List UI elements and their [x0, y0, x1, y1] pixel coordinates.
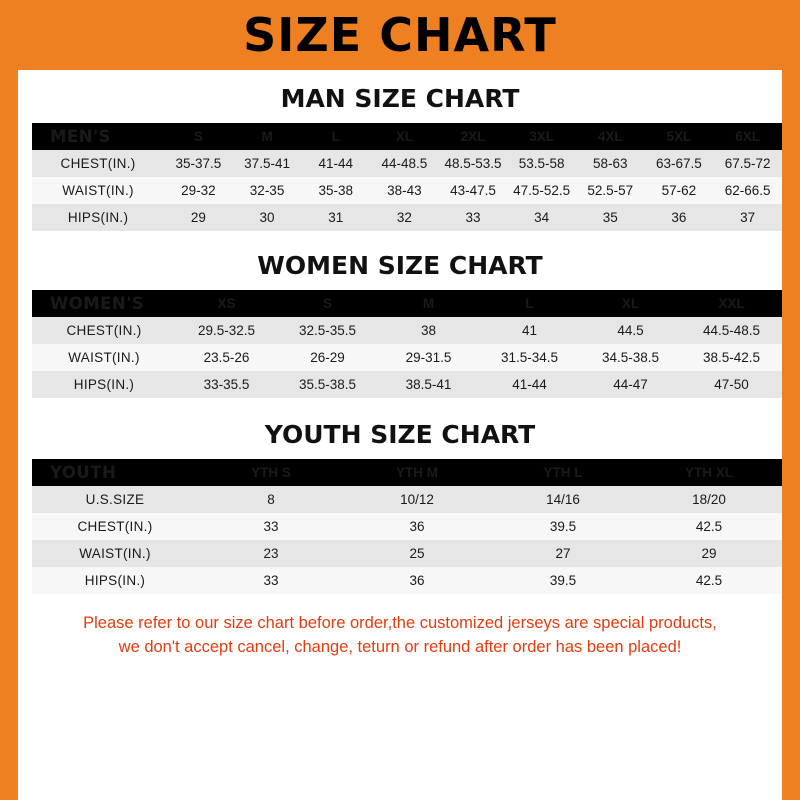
column-header: YTH L [543, 465, 583, 480]
cell: 33-35.5 [203, 377, 250, 392]
row-label: HIPS(IN.) [84, 573, 146, 588]
cell: 41-44 [512, 377, 547, 392]
table-row [32, 317, 782, 344]
cell: 67.5-72 [724, 156, 771, 171]
policy-note-line-2: we don't accept cancel, change, teturn or refund after order has been placed! [118, 637, 682, 656]
table-header-row [32, 290, 782, 317]
cell: 58-63 [593, 156, 628, 171]
section-title-men: MAN SIZE CHART [280, 84, 520, 113]
table-row [32, 567, 782, 594]
row-label: CHEST(IN.) [77, 519, 153, 534]
table-row [32, 344, 782, 371]
column-header: 3XL [529, 129, 555, 144]
policy-note-line-1: Please refer to our size chart before order,the customized jerseys are special products, [83, 614, 717, 632]
column-header: XL [395, 129, 413, 144]
column-header: 4XL [597, 129, 623, 144]
column-header: YTH M [396, 465, 438, 480]
youth-size-table [32, 459, 782, 594]
cell: 48.5-53.5 [444, 156, 502, 171]
cell: 63-67.5 [656, 156, 702, 171]
cell: 25 [409, 546, 425, 561]
policy-note [32, 612, 768, 660]
content [18, 84, 782, 660]
cell: 44.5-48.5 [702, 323, 761, 338]
table-row [32, 486, 782, 513]
cell: 33 [263, 573, 279, 588]
row-label: HIPS(IN.) [67, 210, 129, 225]
column-header: XL [621, 296, 640, 311]
cell: 23.5-26 [203, 350, 250, 365]
cell: 38 [420, 323, 437, 338]
cell: 43-47.5 [450, 183, 496, 198]
cell: 39.5 [549, 519, 577, 534]
cell: 32 [396, 210, 412, 225]
cell: 33 [465, 210, 481, 225]
column-header: YOUTH [50, 463, 117, 482]
cell: 36 [671, 210, 687, 225]
row-label: WAIST(IN.) [79, 546, 151, 561]
cell: 42.5 [695, 573, 723, 588]
cell: 32.5-35.5 [298, 323, 357, 338]
column-header: 2XL [460, 129, 486, 144]
cell: 33 [263, 519, 279, 534]
cell: 10/12 [400, 492, 434, 507]
cell: 29.5-32.5 [197, 323, 256, 338]
column-header: M [422, 296, 435, 311]
cell: 29 [701, 546, 717, 561]
cell: 38.5-41 [405, 377, 452, 392]
column-header: YTH S [251, 465, 291, 480]
cell: 27 [555, 546, 571, 561]
cell: 38.5-42.5 [702, 350, 761, 365]
cell: 37.5-41 [244, 156, 290, 171]
table-row [32, 177, 782, 204]
table-row [32, 540, 782, 567]
cell: 36 [409, 519, 425, 534]
cell: 23 [263, 546, 279, 561]
table-row [32, 513, 782, 540]
cell: 35.5-38.5 [298, 377, 357, 392]
cell: 47.5-52.5 [513, 183, 571, 198]
row-label: CHEST(IN.) [66, 323, 142, 338]
section-title-women: WOMEN SIZE CHART [257, 251, 543, 280]
cell: 41 [521, 323, 538, 338]
column-header: YTH XL [684, 465, 733, 480]
column-header: L [525, 296, 534, 311]
column-header: S [322, 296, 332, 311]
cell: 30 [259, 210, 275, 225]
cell: 36 [409, 573, 425, 588]
men-size-table [32, 123, 782, 231]
table-row [32, 371, 782, 398]
cell: 39.5 [549, 573, 577, 588]
cell: 29-31.5 [405, 350, 452, 365]
row-label: CHEST(IN.) [60, 156, 136, 171]
cell: 34 [534, 210, 550, 225]
table-row [32, 204, 782, 231]
cell: 14/16 [546, 492, 580, 507]
cell: 32-35 [249, 183, 285, 198]
banner [0, 0, 800, 70]
column-header: MEN'S [50, 127, 111, 146]
section-title-youth: YOUTH SIZE CHART [264, 420, 536, 449]
cell: 44-47 [613, 377, 648, 392]
cell: 8 [267, 492, 275, 507]
column-header: 6XL [735, 129, 760, 144]
table-header-row [32, 123, 782, 150]
table-row [32, 150, 782, 177]
column-header: XXL [718, 296, 745, 311]
cell: 41-44 [318, 156, 353, 171]
cell: 57-62 [661, 183, 697, 198]
cell: 35-37.5 [175, 156, 222, 171]
cell: 42.5 [695, 519, 723, 534]
table-header-row [32, 459, 782, 486]
column-header: L [331, 129, 340, 144]
column-header: S [193, 129, 203, 144]
cell: 35-38 [318, 183, 353, 198]
cell: 53.5-58 [518, 156, 565, 171]
cell: 31 [328, 210, 344, 225]
cell: 29-32 [181, 183, 216, 198]
row-label: WAIST(IN.) [62, 183, 134, 198]
cell: 44-48.5 [381, 156, 428, 171]
page-title: SIZE CHART [243, 8, 557, 62]
cell: 37 [740, 210, 756, 225]
cell: 26-29 [310, 350, 345, 365]
cell: 35 [602, 210, 618, 225]
column-header: WOMEN'S [50, 294, 145, 313]
column-header: 5XL [666, 129, 692, 144]
cell: 34.5-38.5 [601, 350, 660, 365]
column-header: XS [217, 296, 236, 311]
cell: 38-43 [387, 183, 422, 198]
cell: 62-66.5 [724, 183, 771, 198]
cell: 18/20 [692, 492, 726, 507]
cell: 47-50 [714, 377, 749, 392]
women-size-table [32, 290, 782, 398]
row-label: WAIST(IN.) [68, 350, 140, 365]
column-header: M [261, 129, 273, 144]
row-label: U.S.SIZE [85, 492, 145, 507]
cell: 44.5 [617, 323, 644, 338]
row-label: HIPS(IN.) [73, 377, 135, 392]
cell: 52.5-57 [587, 183, 634, 198]
cell: 31.5-34.5 [500, 350, 559, 365]
cell: 29 [190, 210, 206, 225]
